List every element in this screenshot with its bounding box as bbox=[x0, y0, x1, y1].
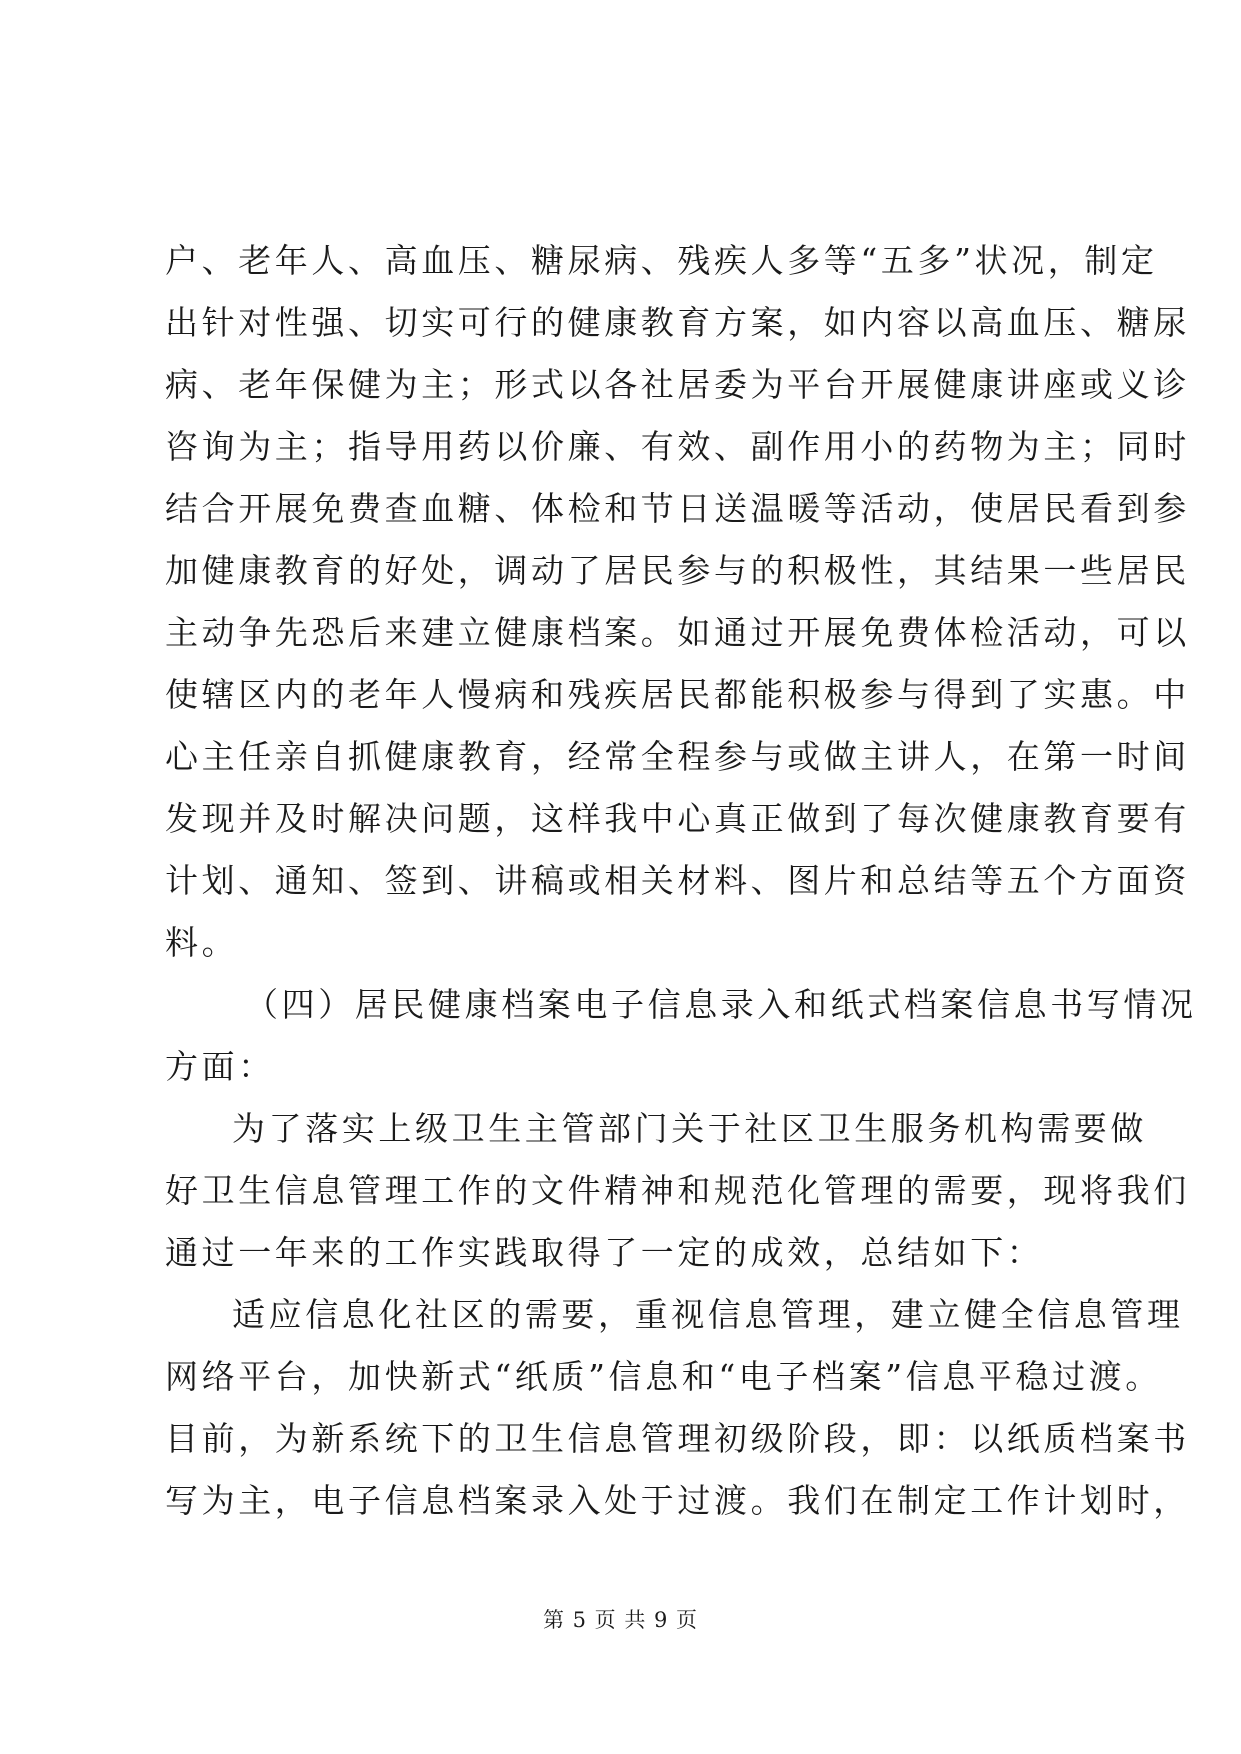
paragraph-line: 结合开展免费查血糖、体检和节日送温暖等活动，使居民看到参 bbox=[165, 489, 1190, 528]
paragraph-line: 目前，为新系统下的卫生信息管理初级阶段，即：以纸质档案书 bbox=[165, 1419, 1190, 1458]
paragraph-line: 通过一年来的工作实践取得了一定的成效，总结如下： bbox=[165, 1233, 1044, 1272]
paragraph-line: 户、老年人、高血压、糖尿病、残疾人多等“五多”状况，制定 bbox=[165, 241, 1158, 280]
page-number-footer: 第 5 页 共 9 页 bbox=[542, 1608, 699, 1632]
paragraph-line: 为了落实上级卫生主管部门关于社区卫生服务机构需要做 bbox=[232, 1109, 1147, 1148]
paragraph-line: 网络平台，加快新式“纸质”信息和“电子档案”信息平稳过渡。 bbox=[165, 1357, 1162, 1396]
paragraph-line: 写为主，电子信息档案录入处于过渡。我们在制定工作计划时， bbox=[165, 1481, 1190, 1520]
paragraph-line: 计划、通知、签到、讲稿或相关材料、图片和总结等五个方面资 bbox=[165, 861, 1190, 900]
paragraph-line: 发现并及时解决问题，这样我中心真正做到了每次健康教育要有 bbox=[165, 799, 1190, 838]
section-heading: （四）居民健康档案电子信息录入和纸式档案信息书写情况 bbox=[245, 985, 1197, 1024]
paragraph-line: 料。 bbox=[165, 923, 239, 962]
paragraph-line: 病、老年保健为主；形式以各社居委为平台开展健康讲座或义诊 bbox=[165, 365, 1190, 404]
paragraph-line: 适应信息化社区的需要，重视信息管理，建立健全信息管理 bbox=[232, 1295, 1184, 1334]
paragraph-line: 加健康教育的好处，调动了居民参与的积极性，其结果一些居民 bbox=[165, 551, 1190, 590]
paragraph-line: 出针对性强、切实可行的健康教育方案，如内容以高血压、糖尿 bbox=[165, 303, 1190, 342]
paragraph-line: 主动争先恐后来建立健康档案。如通过开展免费体检活动，可以 bbox=[165, 613, 1190, 652]
paragraph-line: 咨询为主；指导用药以价廉、有效、副作用小的药物为主；同时 bbox=[165, 427, 1190, 466]
paragraph-line: 好卫生信息管理工作的文件精神和规范化管理的需要，现将我们 bbox=[165, 1171, 1190, 1210]
section-heading-continued: 方面： bbox=[165, 1047, 275, 1086]
paragraph-line: 心主任亲自抓健康教育，经常全程参与或做主讲人，在第一时间 bbox=[165, 737, 1190, 776]
paragraph-line: 使辖区内的老年人慢病和残疾居民都能积极参与得到了实惠。中 bbox=[165, 675, 1190, 714]
